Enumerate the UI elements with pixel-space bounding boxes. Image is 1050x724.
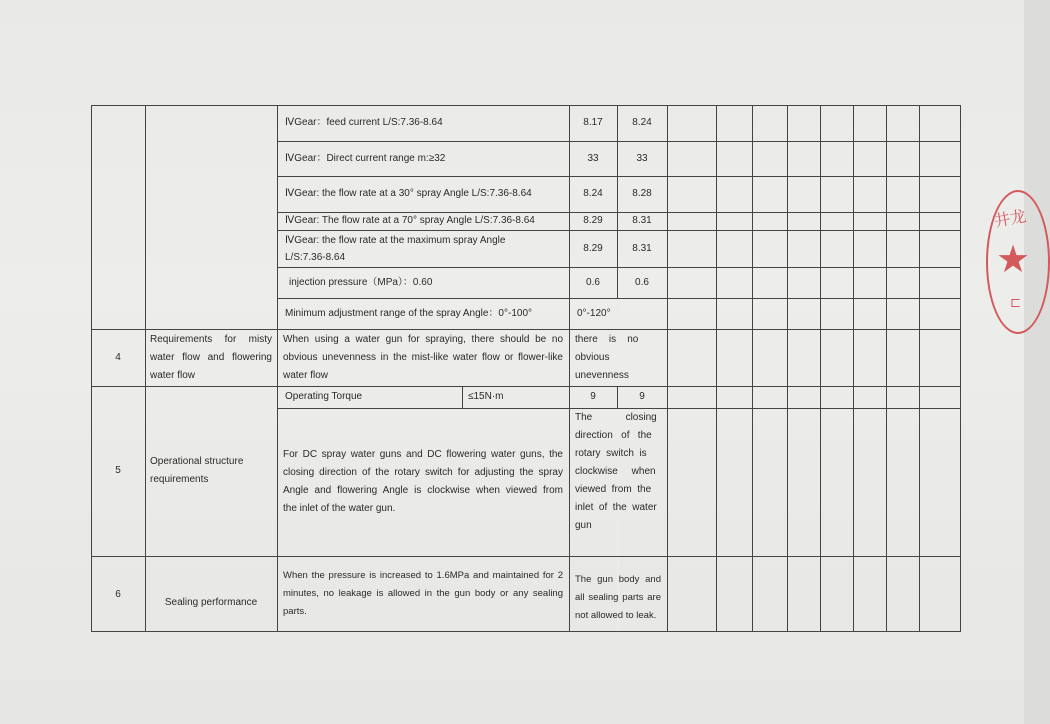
- gear-feed-current-item: ⅣGear：feed current L/S:7.36-8.64: [285, 117, 443, 128]
- gear-flow-max-value-1: 8.29: [583, 242, 603, 254]
- gear-flow-70-value-1: 8.29: [583, 215, 603, 226]
- row-6-standard-line: minutes, no leakage is allowed in the gun body or any sealing: [283, 587, 563, 599]
- row-6-result-line: not allowed to leak.: [575, 609, 657, 621]
- gear-flow-70-item: ⅣGear: The flow rate at a 70° spray Angle L/S:7.36-8.64: [285, 215, 535, 226]
- column-divider: [787, 105, 788, 632]
- row-5-requirement: [145, 386, 277, 556]
- row-4-result-line: there is no: [575, 333, 639, 345]
- torque-label: Operating Torque: [285, 391, 363, 402]
- gear-flow-30-value-1: 8.24: [583, 188, 603, 199]
- row-4-requirement-line: Requirements for misty: [150, 333, 272, 345]
- stamp-text: 井龙: [992, 206, 1028, 231]
- row-5-standard-line: closing direction of the rotary switch for adjusting the spray: [283, 467, 563, 478]
- injection-pressure-value-2: 0.6: [635, 276, 649, 288]
- gear-flow-max-item: [277, 230, 569, 267]
- row-4-result-line: obvious: [575, 351, 610, 363]
- column-divider: [667, 105, 668, 632]
- table-border-bottom: [91, 631, 961, 632]
- gear-flow-30-value-2: 8.28: [632, 188, 652, 199]
- row-4-standard-line: water flow: [283, 369, 329, 381]
- row-5-result-line: The closing: [575, 412, 657, 423]
- row-6-requirement: Sealing performance: [164, 597, 258, 608]
- row-4-requirement-line: water flow: [150, 369, 196, 381]
- column-divider: [919, 105, 920, 632]
- row-5-result-line: rotary switch is: [575, 448, 647, 459]
- row-5-result-line: clockwise when: [575, 466, 656, 477]
- row-6-number: 6: [115, 589, 121, 600]
- row-4-standard-line: When using a water gun for spraying, there should be no: [283, 333, 563, 345]
- column-divider: [752, 105, 753, 632]
- row-4-result-line: unevenness: [575, 369, 629, 381]
- star-icon: ★: [996, 237, 1031, 281]
- row-5-number: 5: [115, 465, 121, 476]
- row-5-result-line: direction of the: [575, 430, 652, 441]
- row-5-result: [569, 408, 667, 534]
- injection-pressure-item: injection pressure（MPa）：0.60: [289, 276, 433, 288]
- column-divider: [853, 105, 854, 632]
- gear-direct-current-value-2: 33: [636, 152, 648, 164]
- gear-flow-max-item-line-2: L/S:7.36-8.64: [285, 251, 346, 263]
- row-4-result: [569, 329, 667, 386]
- row-5-result-line: viewed from the: [575, 484, 652, 495]
- red-seal-stamp: [986, 190, 1050, 334]
- gear-feed-current-value-1: 8.17: [583, 117, 603, 128]
- gear-flow-30-item: ⅣGear: the flow rate at a 30° spray Angle L/S:7.36-8.64: [285, 188, 532, 199]
- row-5-standard: [277, 408, 569, 556]
- gear-flow-70-value-2: 8.31: [632, 215, 652, 226]
- gear-feed-current-value-2: 8.24: [632, 117, 652, 128]
- column-divider: [820, 105, 821, 632]
- column-divider: [886, 105, 887, 632]
- row-4-requirement: [145, 329, 277, 386]
- row-6-result: [569, 556, 667, 631]
- row-5-standard-line: Angle and flowering Angle is clockwise when viewed from: [283, 485, 563, 496]
- column-divider: [716, 105, 717, 632]
- gear-direct-current-value-1: 33: [587, 152, 599, 164]
- gear-flow-max-value-2: 8.31: [632, 242, 652, 254]
- row-4-number: 4: [115, 351, 121, 363]
- row-6-standard-line: parts.: [283, 605, 307, 617]
- row-6-result-line: all sealing parts are: [575, 591, 661, 603]
- table-border-right: [960, 105, 961, 632]
- min-adjust-result: 0°-120°: [577, 307, 611, 319]
- row-5-standard-line: the inlet of the water gun.: [283, 503, 396, 514]
- row-5-result-line: gun: [575, 520, 592, 531]
- injection-pressure-value-1: 0.6: [586, 276, 600, 288]
- gear-direct-current-item: ⅣGear：Direct current range m:≥32: [285, 152, 446, 164]
- row-6-standard-line: When the pressure is increased to 1.6MPa and maintained for 2: [283, 569, 563, 581]
- row-5-requirement-line: requirements: [150, 474, 209, 485]
- torque-value-1: 9: [590, 391, 596, 402]
- row-4-standard: [277, 329, 569, 386]
- row-4-requirement-line: water flow and flowering: [150, 351, 272, 363]
- row-6-standard: [277, 556, 569, 631]
- stamp-mark: ⊏: [1010, 296, 1022, 311]
- row-4-standard-line: obvious unevenness in the mist-like water flow or flower-like: [283, 351, 563, 363]
- gear-flow-max-item-line-1: ⅣGear: the flow rate at the maximum spray Angle: [285, 234, 506, 246]
- min-adjust-item: Minimum adjustment range of the spray Angle：0°-100°: [285, 307, 533, 319]
- torque-spec: ≤15N·m: [468, 391, 504, 402]
- row-5-result-line: inlet of the water: [575, 502, 657, 513]
- torque-value-2: 9: [639, 391, 645, 402]
- row-6-result-line: The gun body and: [575, 573, 661, 585]
- row-5-standard-line: For DC spray water guns and DC flowering water guns, the: [283, 449, 563, 460]
- row-5-requirement-line: Operational structure: [150, 456, 244, 467]
